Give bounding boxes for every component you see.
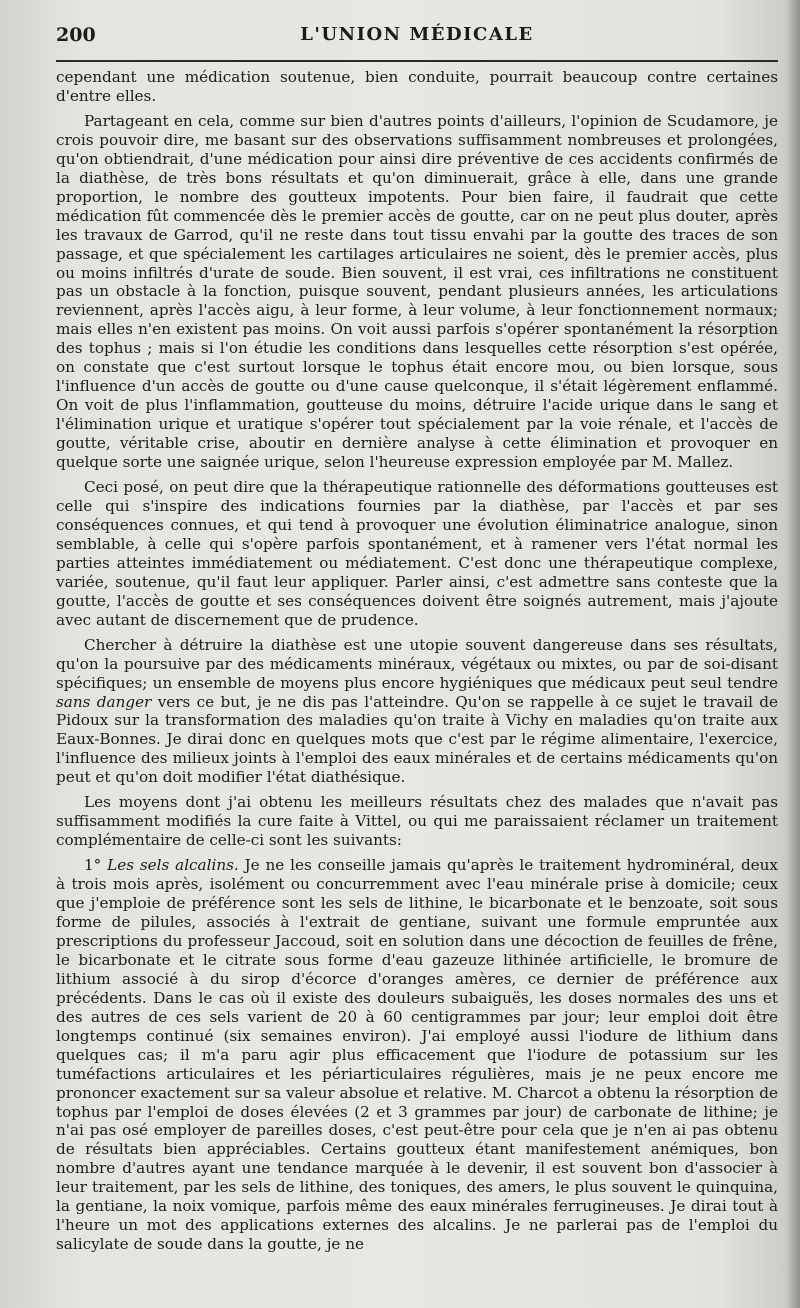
page-number: 200 — [56, 24, 96, 46]
paragraph-diathese-text-before: Chercher à détruire la diathèse est une utopie souvent dangereuse dans ses résultats, qu'on la poursuive par des médicaments minéraux, végétaux ou mixtes, ou par de soi-disant spécifiques; un ensemble de moyens plus encore hygiéniques que médicaux peut seul tendre — [56, 635, 778, 692]
paragraph-sels-text: Je ne les conseille jamais qu'après le traitement hydrominéral, deux à trois mois après, isolément ou concurremment avec l'eau minérale prise à domicile; ceux que j'emploie de préférence sont les sels de lithine, le bicarbonate et le benzoate, soit sous forme de pilules, associés à l'extrait de gentiane, suivant une formule empruntée aux prescriptions du professeur Jaccoud, soit en solution dans une décoction de feuilles de frêne, le bicarbonate et le citrate sous forme d'eau gazeuze lithinée artificielle, le bromure de lithium associé à du sirop d'écorce d'oranges amères, ce dernier de préférence aux précédents. Dans le cas où il existe des douleurs subaiguës, les doses normales des uns et des autres de ces sels varient de 20 à 60 centigrammes par jour; leur emploi doit être longtemps continué (six semaines environ). J'ai employé aussi l'iodure de lithium dans quelques cas; il m'a paru agir plus efficacement que l'iodure de potassium sur les tuméfactions articulaires et les périarticulaires régulières, mais je ne peux encore me prononcer exactement sur sa valeur absolue et relative. M. Charcot a obtenu la résorption de tophus par l'emploi de doses élevées (2 et 3 grammes par jour) de carbonate de lithine; je n'ai pas osé employer de pareilles doses, c'est peut-être pour cela que je n'en ai pas obtenu de résultats bien appréciables. Certains goutteux étant manifestement anémiques, bon nombre d'autres ayant une tendance marquée à le devenir, il est souvent bon d'associer à leur traitement, par les sels de lithine, des toniques, des amers, le plus souvent le quinquina, la gentiane, la noix vomique, parfois même des eaux minérales ferrugineuses. Je dirai tout à l'heure un mot des applications externes des alcalins. Je ne parlerai pas de l'emploi du salicylate de soude dans la goutte, je ne — [56, 856, 778, 1254]
emphasis-sels-alcalins: Les sels alcalins. — [107, 856, 239, 875]
paragraph-scudamore: Partageant en cela, comme sur bien d'autres points d'ailleurs, l'opinion de Scudamore, je crois pouvoir dire, me basant sur des observations suffisamment nombreuses et prolongées, qu'on obtiendrait, d'une médication pour ainsi dire préventive de ces accidents confirmés de la diathèse, de très bons résultats et qu'on diminuerait, grâce à elle, dans une grande proportion, le nombre des goutteux impotents. Pour bien faire, il faudrait que cette médication fût commencée dès le premier accès de goutte, car on ne peut plus douter, après les travaux de Garrod, qu'il ne reste dans tout tissu envahi par la goutte des traces de son passage, et que spécialement les cartilages articulaires ne soient, dès le premier accès, plus ou moins infiltrés d'urate de soude. Bien souvent, il est vrai, ces infiltrations ne constituent pas un obstacle à la fonction, puisque souvent, pendant plusieurs années, les articulations reviennent, après l'accès aigu, à leur forme, à leur volume, à leur fonctionnement normaux; mais elles n'en existent pas moins. On voit aussi parfois s'opérer spontanément la résorption des tophus ; mais si l'on étudie les conditions dans lesquelles cette résorption s'est opérée, on constate que c'est surtout lorsque le tophus était encore mou, ou bien lorsque, sous l'influence d'un accès de goutte ou d'une cause quelconque, il s'était légèrement enflammé. On voit de plus l'inflammation, goutteuse du moins, détruire l'acide urique dans le sang et l'élimination urique et uratique s'opérer tout spécialement par la voie rénale, et l'accès de goutte, véritable crise, aboutir en dernière analyse à cette élimination et provoquer en quelque sorte une saignée urique, selon l'heureuse expression employée par M. Mallez. — [56, 111, 778, 472]
paragraph-diathese — [56, 636, 778, 788]
article-body — [56, 68, 778, 1254]
emphasis-sans-danger: sans danger — [56, 692, 152, 711]
paragraph-therapeutique: Ceci posé, on peut dire que la thérapeutique rationnelle des déformations goutteuses est celle qui s'inspire des indications fournies par la diathèse, par l'accès et par ses conséquences connues, et qui tend à provoquer une évolution éliminatrice analogue, sinon semblable, à celle qui s'opère parfois spontanément, et à ramener vers l'état normal les parties atteintes immédiatement ou médiatement. C'est donc une thérapeutique complexe, variée, soutenue, qu'il faut leur appliquer. Parler ainsi, c'est admettre sans conteste que la goutte, l'accès de goutte et ses conséquences doivent être soignés autrement, mais j'ajoute avec autant de discernement que de prudence. — [56, 478, 778, 629]
page-edge-shadow — [786, 0, 800, 1308]
paragraph-continuation: cependant une médication soutenue, bien conduite, pourrait beaucoup contre certaines d'entre elles. — [56, 68, 778, 105]
running-head: L'UNION MÉDICALE — [300, 24, 534, 45]
paragraph-sels-alcalins — [56, 856, 778, 1254]
page-header — [56, 22, 778, 50]
header-rule — [56, 60, 778, 62]
paragraph-diathese-text-after: vers ce but, je ne dis pas l'atteindre. Qu'on se rappelle à ce sujet le travail de Pidoux sur la transformation des maladies qu'on traite à Vichy en maladies qu'on traite aux Eaux-Bonnes. Je dirai donc en quelques mots que c'est par le régime alimentaire, l'exercice, l'influence des milieux joints à l'emploi des eaux minérales et de certains médicaments qu'on peut et qu'on doit modifier l'état diathésique. — [56, 692, 779, 787]
paragraph-moyens: Les moyens dont j'ai obtenu les meilleurs résultats chez des malades que n'avait pas suffisamment modifiés la cure faite à Vittel, ou qui me paraissaient réclamer un traitement complémentaire de celle-ci sont les suivants: — [56, 793, 778, 850]
paragraph-sels-number: 1° — [84, 856, 108, 875]
